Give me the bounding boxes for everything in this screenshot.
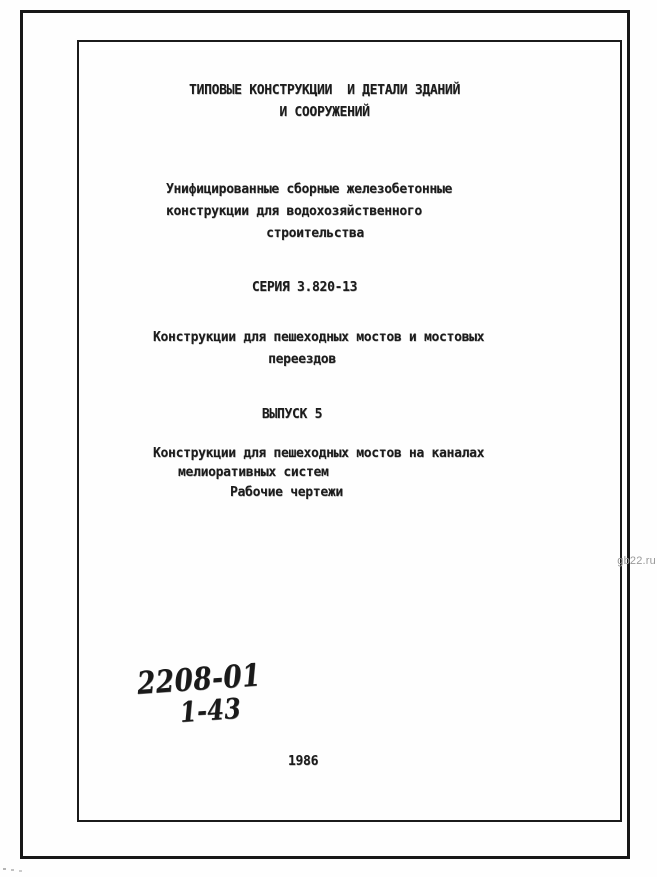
handwritten-stamp	[136, 659, 264, 729]
doc-subtitle-line1: Унифицированные сборные железобетонные	[166, 182, 453, 197]
section-canals-line1: Конструкции для пешеходных мостов на каналах	[153, 446, 485, 461]
section-bridges-line1: Конструкции для пешеходных мостов и мостовых	[153, 330, 485, 345]
doc-subtitle-line3: строительства	[266, 226, 364, 241]
working-drawings-label: Рабочие чертежи	[230, 485, 343, 500]
series-number: СЕРИЯ 3.820-13	[251, 280, 358, 295]
stamp-sheets: 1-43	[178, 691, 243, 729]
section-canals-line2: мелиоративных систем	[178, 465, 329, 480]
publication-year: 1986	[288, 754, 319, 769]
stamp-number: 2208-01	[135, 657, 262, 702]
doc-series-header-line2: И СООРУЖЕНИЙ	[279, 105, 370, 120]
issue-number: ВЫПУСК 5	[261, 407, 323, 422]
site-watermark: gb22.ru	[617, 555, 656, 567]
doc-series-header-line1: ТИПОВЫЕ КОНСТРУКЦИИ И ДЕТАЛИ ЗДАНИЙ	[189, 83, 460, 98]
doc-subtitle-line2: конструкции для водохозяйственного	[166, 204, 422, 219]
section-bridges-line2: переездов	[268, 352, 336, 367]
scan-noise-specks	[3, 868, 6, 870]
